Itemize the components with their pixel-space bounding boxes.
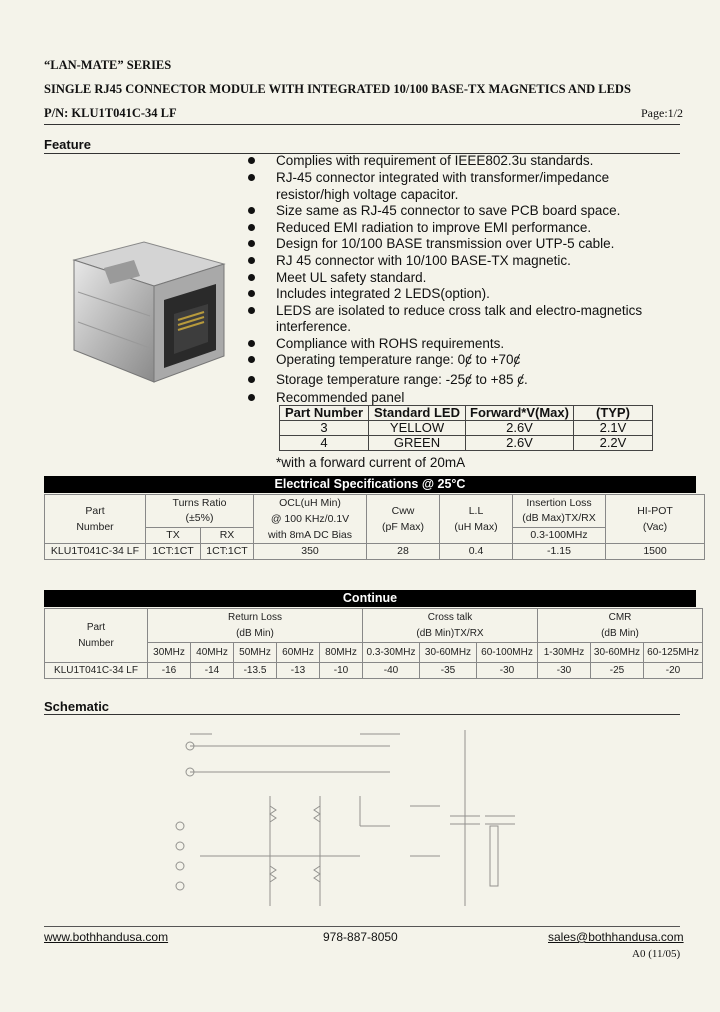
return-loss-unit-label: (dB Min): [236, 627, 274, 639]
bullet-icon: [248, 174, 255, 181]
spec-cell: -13.5: [234, 663, 277, 679]
feature-item: RJ-45 connector integrated with transformer/impedance: [276, 170, 610, 185]
ocl-cond-label: @ 100 KHz/0.1V: [270, 513, 350, 525]
spec-cell: -10: [320, 663, 363, 679]
part-label: Part: [86, 621, 106, 633]
rj45-connector-image: [64, 232, 234, 390]
bullet-icon: [248, 157, 255, 164]
bullet-icon: [248, 340, 255, 347]
table-row: [45, 544, 705, 560]
hipot-header: [606, 495, 705, 544]
rx-header: RX: [201, 527, 254, 543]
led-cell: GREEN: [369, 436, 466, 451]
bullet-icon: [248, 376, 255, 383]
feature-item: Reduced EMI radiation to improve EMI performance.: [276, 220, 592, 235]
ocl-header: [254, 495, 367, 544]
return-loss-header: [148, 609, 363, 643]
continue-title-bar: Continue: [44, 590, 696, 607]
freq-header: 30-60MHz: [420, 643, 477, 663]
spec-cell: -30: [477, 663, 538, 679]
led-note: *with a forward current of 20mA: [276, 455, 466, 470]
phone-number: 978-887-8050: [323, 930, 398, 944]
document-title: SINGLE RJ45 CONNECTOR MODULE WITH INTEGRATED 10/100 BASE-TX MAGNETICS AND LEDS: [44, 82, 631, 96]
il-label: Insertion Loss: [526, 496, 592, 509]
feature-item: interference.: [276, 319, 352, 334]
bullet-icon: [248, 356, 255, 363]
cmr-unit-label: (dB Min): [601, 627, 639, 639]
spec-cell: -30: [538, 663, 591, 679]
bullet-icon: [248, 224, 255, 231]
website-link[interactable]: www.bothhandusa.com: [44, 930, 169, 944]
email-link[interactable]: sales@bothhandusa.com: [548, 930, 684, 944]
freq-header: 60MHz: [277, 643, 320, 663]
bullet-icon: [248, 290, 255, 297]
feature-item: Compliance with ROHS requirements.: [276, 336, 505, 351]
cmr-header: [538, 609, 703, 643]
freq-header: 30MHz: [148, 643, 191, 663]
spec-cell: -16: [148, 663, 191, 679]
feature-item: resistor/high voltage capacitor.: [276, 187, 459, 202]
header-rule: [44, 124, 680, 125]
number-label: Number: [78, 637, 114, 649]
il-unit-label: (dB Max)TX/RX: [522, 511, 596, 524]
freq-header: 1-30MHz: [538, 643, 591, 663]
spec-cell: 0.4: [440, 544, 513, 560]
schematic-diagram: [160, 716, 530, 916]
cross-talk-unit-label: (dB Min)TX/RX: [416, 627, 484, 639]
led-cell: 3: [280, 421, 369, 436]
freq-header: 40MHz: [191, 643, 234, 663]
feature-item: LEDS are isolated to reduce cross talk and electro-magnetics: [276, 303, 643, 318]
spec-cell: -14: [191, 663, 234, 679]
led-cell: YELLOW: [369, 421, 466, 436]
table-row: [45, 663, 703, 679]
part-label: Part: [85, 505, 105, 517]
insertion-loss-header: [513, 495, 606, 528]
electrical-title-bar: Electrical Specifications @ 25°C: [44, 476, 696, 493]
spec-cell: 1500: [606, 544, 705, 560]
cross-talk-header: [363, 609, 538, 643]
number-label: Number: [76, 521, 114, 533]
freq-header: 30-60MHz: [591, 643, 644, 663]
ocl-bias-label: with 8mA DC Bias: [267, 529, 353, 541]
led-header-typ: (TYP): [573, 406, 652, 421]
freq-header: 50MHz: [234, 643, 277, 663]
cross-talk-label: Cross talk: [427, 611, 473, 623]
led-cell: 2.2V: [573, 436, 652, 451]
led-cell: 2.6V: [466, 421, 574, 436]
led-cell: 2.1V: [573, 421, 652, 436]
continue-table: [44, 608, 703, 679]
ocl-label: OCL(uH Min): [279, 497, 341, 509]
ll-label: L.L: [468, 505, 484, 517]
table-row: [280, 436, 653, 451]
feature-item: Size same as RJ-45 connector to save PCB board space.: [276, 203, 621, 218]
led-header-standard: Standard LED: [369, 406, 466, 421]
feature-item: Storage temperature range: -25ȼ to +85 ȼ.: [276, 372, 528, 387]
cww-unit-label: (pF Max): [382, 521, 424, 533]
ll-header: [440, 495, 513, 544]
feature-title: Feature: [44, 137, 91, 152]
tx-header: TX: [146, 527, 201, 543]
hipot-label: HI-POT: [637, 505, 673, 517]
freq-header: 80MHz: [320, 643, 363, 663]
bullet-icon: [248, 240, 255, 247]
feature-item: RJ 45 connector with 10/100 BASE-TX magnetic.: [276, 253, 571, 268]
spec-cell: KLU1T041C-34 LF: [45, 544, 146, 560]
cmr-label: CMR: [608, 611, 632, 623]
spec-cell: -1.15: [513, 544, 606, 560]
led-cell: 4: [280, 436, 369, 451]
spec-cell: 1CT:1CT: [201, 544, 254, 560]
part-number-header: P/N: KLU1T041C-34 LF: [44, 106, 177, 120]
spec-cell: KLU1T041C-34 LF: [45, 663, 148, 679]
led-table: [279, 405, 653, 451]
spec-cell: 1CT:1CT: [146, 544, 201, 560]
spec-cell: 28: [367, 544, 440, 560]
bullet-icon: [248, 394, 255, 401]
bullet-icon: [248, 274, 255, 281]
electrical-table: [44, 494, 705, 560]
return-loss-label: Return Loss: [228, 611, 282, 623]
feature-item: Meet UL safety standard.: [276, 270, 427, 285]
spec-cell: -20: [644, 663, 703, 679]
bullet-icon: [248, 307, 255, 314]
feature-item: Recommended panel: [276, 390, 405, 405]
part-number-col: [45, 495, 146, 544]
led-header-part: Part Number: [280, 406, 369, 421]
cww-label: Cww: [391, 505, 415, 517]
freq-header: 60-125MHz: [644, 643, 703, 663]
page-indicator: Page:1/2: [641, 106, 683, 120]
footer-rule: [44, 926, 680, 927]
bullet-icon: [248, 257, 255, 264]
ll-unit-label: (uH Max): [454, 521, 498, 533]
spec-cell: -35: [420, 663, 477, 679]
led-header-forward: Forward*V(Max): [466, 406, 574, 421]
table-row: [280, 421, 653, 436]
led-cell: 2.6V: [466, 436, 574, 451]
spec-cell: 350: [254, 544, 367, 560]
schematic-title: Schematic: [44, 699, 110, 714]
feature-item: Operating temperature range: 0ȼ to +70ȼ: [276, 352, 521, 367]
feature-item: Design for 10/100 BASE transmission over UTP-5 cable.: [276, 236, 615, 251]
spec-cell: -13: [277, 663, 320, 679]
revision-label: A0 (11/05): [632, 948, 681, 960]
il-freq-header: 0.3-100MHz: [513, 527, 606, 543]
turns-ratio-header: [146, 495, 254, 528]
series-title: “LAN-MATE” SERIES: [44, 58, 172, 72]
freq-header: 0.3-30MHz: [363, 643, 420, 663]
feature-item: Complies with requirement of IEEE802.3u standards.: [276, 153, 594, 168]
spec-cell: -40: [363, 663, 420, 679]
schematic-rule: [44, 714, 680, 715]
turns-tol-label: (±5%): [185, 511, 214, 524]
part-number-col: [45, 609, 148, 663]
feature-item: Includes integrated 2 LEDS(option).: [276, 286, 490, 301]
hipot-unit-label: (Vac): [642, 521, 668, 533]
turns-ratio-label: Turns Ratio: [172, 496, 227, 509]
bullet-icon: [248, 207, 255, 214]
spec-cell: -25: [591, 663, 644, 679]
freq-header: 60-100MHz: [477, 643, 538, 663]
cww-header: [367, 495, 440, 544]
